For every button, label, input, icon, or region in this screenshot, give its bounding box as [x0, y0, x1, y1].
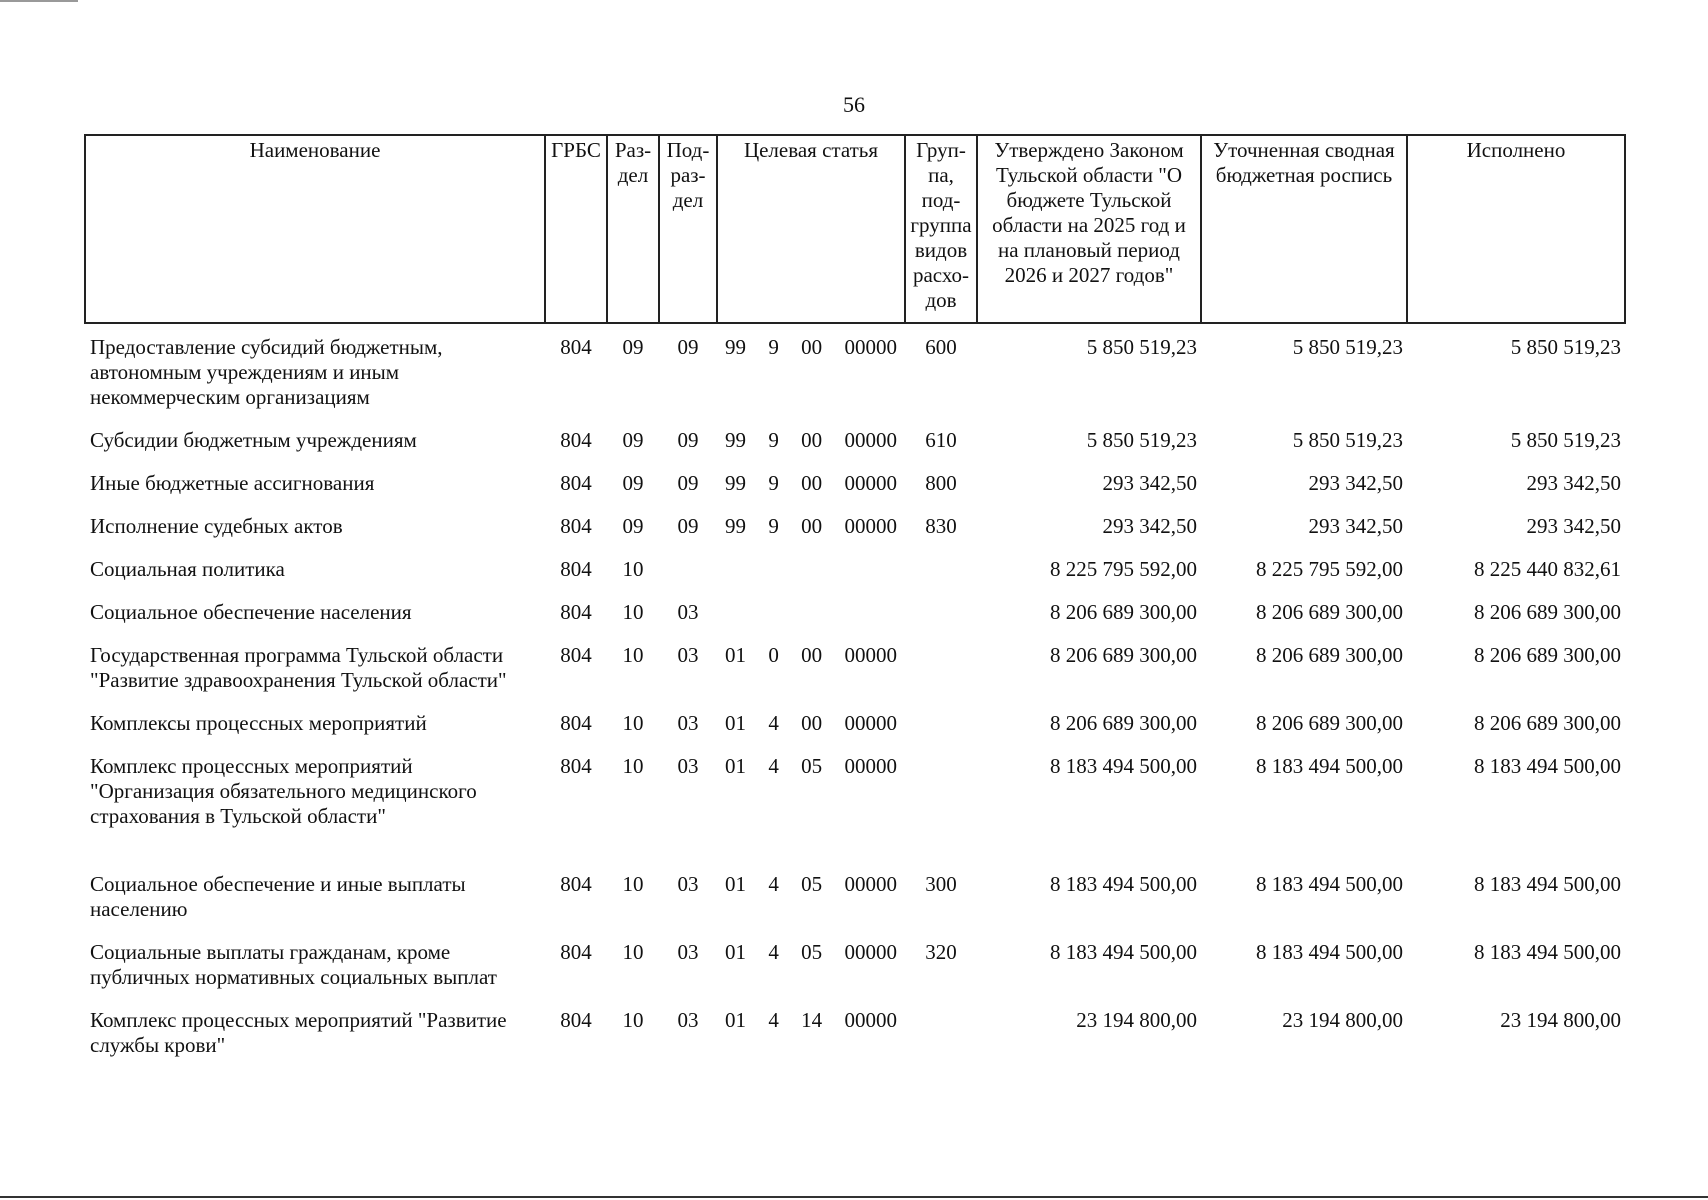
target-article-subprogram: 4 [768, 1008, 779, 1032]
cell-name: Комплексы процессных мероприятий [90, 711, 427, 735]
target-article-direction: 00000 [844, 754, 897, 778]
cell-grbs: 804 [560, 711, 592, 735]
cell-target-article [717, 323, 905, 417]
cell-name: Социальное обеспечение населения [90, 600, 412, 624]
table-row [85, 929, 1625, 997]
target-article-element: 05 [801, 872, 823, 896]
target-article-program: 01 [725, 643, 746, 667]
cell-expense-group: 600 [925, 335, 957, 359]
target-article-program: 01 [725, 711, 746, 735]
cell-expense-group: 300 [925, 872, 957, 896]
cell-name: Социальная политика [90, 557, 285, 581]
table-row [85, 503, 1625, 546]
cell-grbs: 804 [560, 872, 592, 896]
cell-expense-group [905, 632, 977, 700]
header-expense-group: Груп- па, под- группа видов расхо- дов [905, 135, 977, 323]
header-podrazdel: Под- раз- дел [659, 135, 717, 323]
target-article-element: 00 [801, 335, 823, 359]
cell-grbs: 804 [560, 754, 592, 778]
target-article-subprogram: 0 [768, 643, 779, 667]
cell-executed: 8 183 494 500,00 [1474, 940, 1621, 964]
cell-podrazdel: 03 [677, 643, 699, 667]
cell-name: Субсидии бюджетным учреждениям [90, 428, 417, 452]
cell-expense-group: 800 [925, 471, 957, 495]
table-row [85, 323, 1625, 417]
target-article-subprogram: 9 [768, 514, 779, 538]
header-target-article: Целевая статья [717, 135, 905, 323]
cell-razdel: 10 [622, 600, 644, 624]
table-header [85, 135, 1625, 323]
bottom-rule [0, 1196, 1708, 1198]
cell-approved: 23 194 800,00 [1076, 1008, 1197, 1032]
cell-revised: 5 850 519,23 [1292, 335, 1403, 359]
cell-revised: 8 206 689 300,00 [1256, 643, 1403, 667]
cell-executed: 23 194 800,00 [1500, 1008, 1621, 1032]
cell-target-article [717, 700, 905, 743]
cell-grbs: 804 [560, 600, 592, 624]
target-article-element: 00 [801, 471, 823, 495]
cell-approved: 8 183 494 500,00 [1050, 754, 1197, 778]
cell-name: Социальные выплаты гражданам, кроме публичных нормативных социальных выплат [90, 940, 497, 989]
target-article-element: 05 [801, 940, 823, 964]
table-row [85, 997, 1625, 1065]
cell-target-article [717, 589, 905, 632]
cell-target-article [717, 417, 905, 460]
cell-razdel: 10 [622, 872, 644, 896]
cell-revised: 8 183 494 500,00 [1256, 872, 1403, 896]
cell-revised: 8 206 689 300,00 [1256, 600, 1403, 624]
cell-expense-group [905, 589, 977, 632]
cell-executed: 8 206 689 300,00 [1474, 711, 1621, 735]
cell-podrazdel [659, 546, 717, 589]
cell-expense-group: 320 [925, 940, 957, 964]
target-article-program: 99 [725, 471, 746, 495]
table-row [85, 460, 1625, 503]
target-article-subprogram: 4 [768, 711, 779, 735]
cell-podrazdel: 09 [677, 428, 699, 452]
target-article-element: 00 [801, 428, 823, 452]
cell-approved: 8 206 689 300,00 [1050, 711, 1197, 735]
target-article-element: 00 [801, 643, 823, 667]
target-article-direction: 00000 [844, 514, 897, 538]
cell-approved: 8 183 494 500,00 [1050, 872, 1197, 896]
cell-expense-group [905, 743, 977, 861]
cell-podrazdel: 03 [677, 940, 699, 964]
header-revised: Уточненная сводная бюджетная роспись [1201, 135, 1407, 323]
cell-podrazdel: 09 [677, 471, 699, 495]
cell-expense-group [905, 997, 977, 1065]
budget-table [84, 134, 1626, 1065]
target-article-program: 01 [725, 872, 746, 896]
cell-executed: 5 850 519,23 [1510, 428, 1621, 452]
target-article-program: 99 [725, 428, 746, 452]
target-article-element: 14 [801, 1008, 823, 1032]
table-row [85, 417, 1625, 460]
target-article-program: 01 [725, 940, 746, 964]
target-article-direction: 00000 [844, 711, 897, 735]
target-article-program: 01 [725, 1008, 746, 1032]
cell-approved: 8 225 795 592,00 [1050, 557, 1197, 581]
cell-podrazdel: 03 [677, 600, 699, 624]
cell-executed: 293 342,50 [1526, 471, 1621, 495]
target-article-direction: 00000 [844, 335, 897, 359]
header-name: Наименование [85, 135, 545, 323]
cell-target-article [717, 929, 905, 997]
cell-revised: 8 183 494 500,00 [1256, 754, 1403, 778]
table-row [85, 546, 1625, 589]
cell-expense-group: 830 [925, 514, 957, 538]
header-executed: Исполнено [1407, 135, 1625, 323]
cell-expense-group: 610 [925, 428, 957, 452]
cell-razdel: 10 [622, 557, 644, 581]
target-article-subprogram: 4 [768, 872, 779, 896]
cell-grbs: 804 [560, 557, 592, 581]
cell-target-article [717, 632, 905, 700]
cell-razdel: 10 [622, 643, 644, 667]
cell-revised: 8 183 494 500,00 [1256, 940, 1403, 964]
cell-grbs: 804 [560, 335, 592, 359]
target-article-subprogram: 9 [768, 471, 779, 495]
table-row [85, 632, 1625, 700]
cell-approved: 8 183 494 500,00 [1050, 940, 1197, 964]
cell-approved: 8 206 689 300,00 [1050, 600, 1197, 624]
cell-name: Комплекс процессных мероприятий "Организация обязательного медицинского страхования в Тульской области" [90, 754, 477, 828]
cell-name: Предоставление субсидий бюджетным, автономным учреждениям и иным некоммерческим организациям [90, 335, 443, 409]
cell-executed: 8 225 440 832,61 [1474, 557, 1621, 581]
target-article-program: 99 [725, 335, 746, 359]
target-article-program: 01 [725, 754, 746, 778]
cell-razdel: 09 [622, 335, 644, 359]
target-article-direction: 00000 [844, 643, 897, 667]
target-article-element: 00 [801, 711, 823, 735]
cell-name: Государственная программа Тульской области "Развитие здравоохранения Тульской области" [90, 643, 507, 692]
target-article-direction: 00000 [844, 872, 897, 896]
cell-executed: 5 850 519,23 [1510, 335, 1621, 359]
cell-razdel: 10 [622, 711, 644, 735]
cell-razdel: 10 [622, 754, 644, 778]
table-row [85, 700, 1625, 743]
cell-grbs: 804 [560, 940, 592, 964]
cell-executed: 293 342,50 [1526, 514, 1621, 538]
cell-executed: 8 206 689 300,00 [1474, 600, 1621, 624]
cell-approved: 8 206 689 300,00 [1050, 643, 1197, 667]
cell-approved: 5 850 519,23 [1086, 335, 1197, 359]
cell-name: Иные бюджетные ассигнования [90, 471, 375, 495]
cell-podrazdel: 03 [677, 754, 699, 778]
table-body [85, 323, 1625, 1065]
cell-podrazdel: 03 [677, 1008, 699, 1032]
page-number: 56 [843, 92, 865, 117]
cell-razdel: 09 [622, 471, 644, 495]
cell-name: Комплекс процессных мероприятий "Развитие службы крови" [90, 1008, 507, 1057]
header-grbs: ГРБС [545, 135, 607, 323]
cell-executed: 8 183 494 500,00 [1474, 872, 1621, 896]
cell-name: Социальное обеспечение и иные выплаты населению [90, 872, 466, 921]
cell-podrazdel: 09 [677, 514, 699, 538]
cell-revised: 8 206 689 300,00 [1256, 711, 1403, 735]
cell-razdel: 10 [622, 1008, 644, 1032]
cell-grbs: 804 [560, 514, 592, 538]
cell-target-article [717, 861, 905, 929]
cell-name: Исполнение судебных актов [90, 514, 343, 538]
cell-podrazdel: 03 [677, 872, 699, 896]
cell-revised: 23 194 800,00 [1282, 1008, 1403, 1032]
cell-grbs: 804 [560, 428, 592, 452]
target-article-direction: 00000 [844, 940, 897, 964]
cell-target-article [717, 997, 905, 1065]
cell-revised: 5 850 519,23 [1292, 428, 1403, 452]
cell-razdel: 10 [622, 940, 644, 964]
cell-executed: 8 183 494 500,00 [1474, 754, 1621, 778]
cell-approved: 5 850 519,23 [1086, 428, 1197, 452]
target-article-subprogram: 9 [768, 428, 779, 452]
target-article-element: 00 [801, 514, 823, 538]
table-row [85, 589, 1625, 632]
target-article-direction: 00000 [844, 428, 897, 452]
target-article-subprogram: 4 [768, 940, 779, 964]
cell-razdel: 09 [622, 514, 644, 538]
target-article-subprogram: 4 [768, 754, 779, 778]
target-article-element: 05 [801, 754, 823, 778]
cell-expense-group [905, 546, 977, 589]
cell-target-article [717, 743, 905, 861]
header-approved: Утверждено Законом Тульской области "О бюджете Тульской области на 2025 год и на плановый период 2026 и 2027 годов" [977, 135, 1201, 323]
cell-podrazdel: 09 [677, 335, 699, 359]
cell-revised: 293 342,50 [1308, 514, 1403, 538]
table-row [85, 743, 1625, 861]
target-article-direction: 00000 [844, 1008, 897, 1032]
target-article-subprogram: 9 [768, 335, 779, 359]
cell-target-article [717, 546, 905, 589]
cell-grbs: 804 [560, 643, 592, 667]
cell-podrazdel: 03 [677, 711, 699, 735]
target-article-program: 99 [725, 514, 746, 538]
cell-razdel: 09 [622, 428, 644, 452]
cell-grbs: 804 [560, 1008, 592, 1032]
scan-edge-mark [0, 0, 78, 2]
cell-executed: 8 206 689 300,00 [1474, 643, 1621, 667]
cell-approved: 293 342,50 [1102, 471, 1197, 495]
header-razdel: Раз- дел [607, 135, 659, 323]
cell-grbs: 804 [560, 471, 592, 495]
cell-revised: 293 342,50 [1308, 471, 1403, 495]
cell-expense-group [905, 700, 977, 743]
cell-target-article [717, 503, 905, 546]
cell-approved: 293 342,50 [1102, 514, 1197, 538]
cell-target-article [717, 460, 905, 503]
table-row [85, 861, 1625, 929]
target-article-direction: 00000 [844, 471, 897, 495]
cell-revised: 8 225 795 592,00 [1256, 557, 1403, 581]
